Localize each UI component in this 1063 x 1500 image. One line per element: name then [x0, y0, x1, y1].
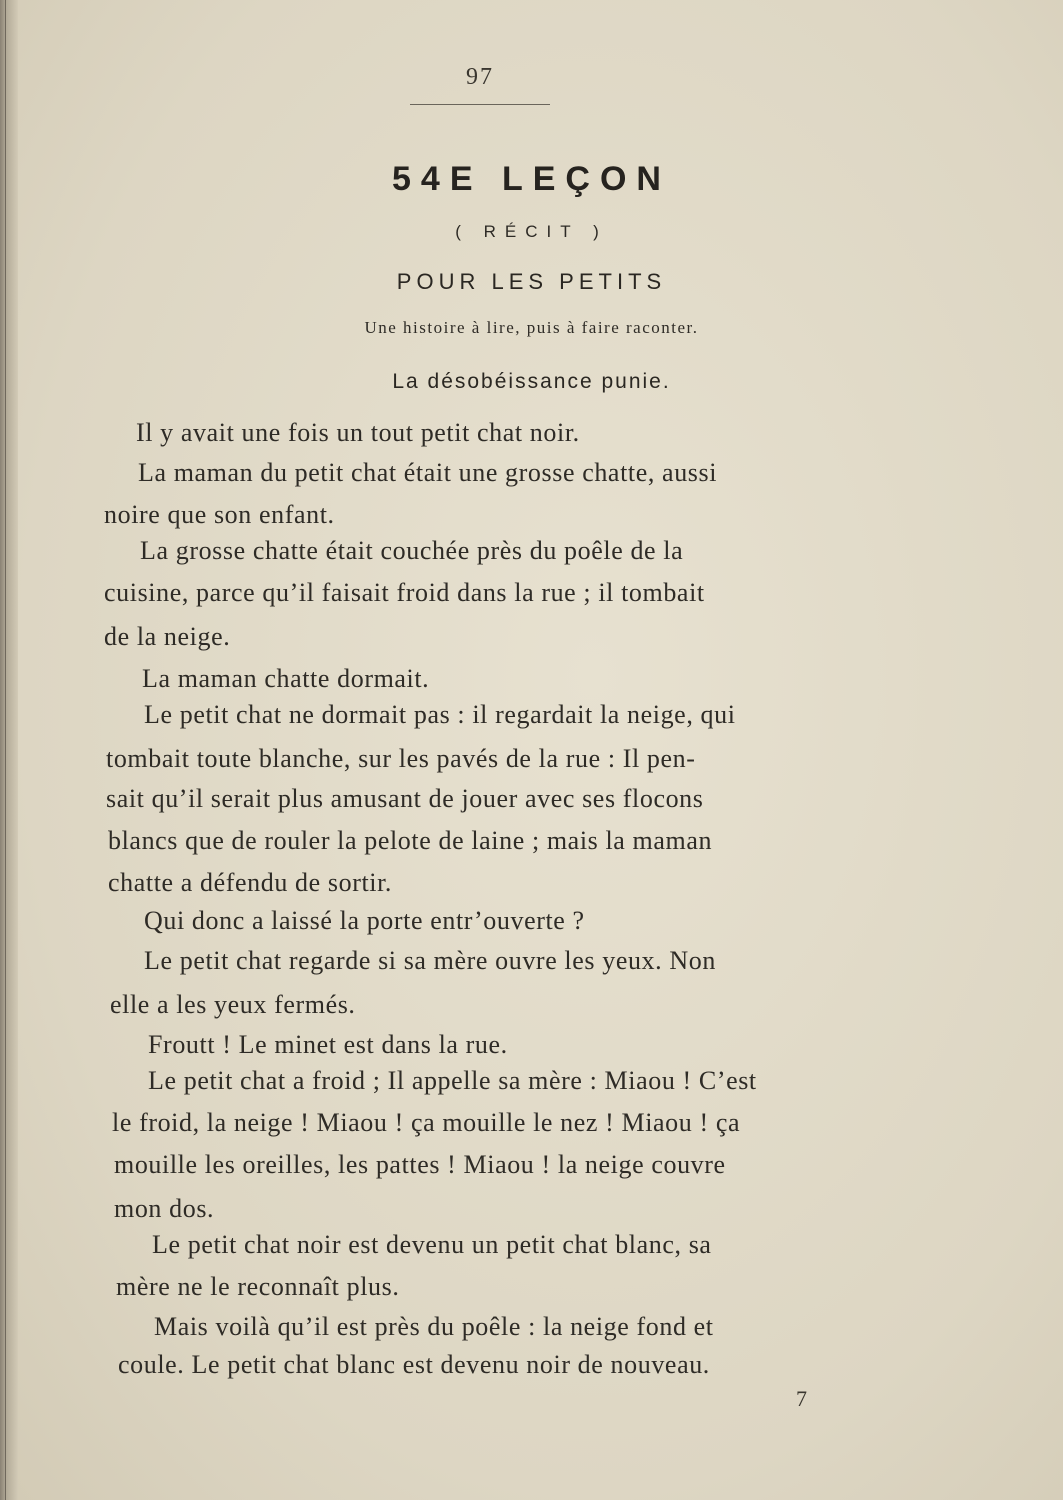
- text-line: coule. Le petit chat blanc est devenu noir de nouveau.: [118, 1350, 710, 1379]
- text-line: Mais voilà qu’il est près du poêle : la neige fond et: [154, 1312, 714, 1341]
- text-line: Qui donc a laissé la porte entr’ouverte ?: [144, 906, 585, 935]
- lesson-type: ( RÉCIT ): [455, 222, 608, 241]
- text-line: Le petit chat regarde si sa mère ouvre les yeux. Non: [144, 946, 716, 975]
- text-line: sait qu’il serait plus amusant de jouer avec ses flocons: [106, 784, 704, 813]
- text-line: le froid, la neige ! Miaou ! ça mouille le nez ! Miaou ! ça: [112, 1108, 741, 1137]
- text-line: Le petit chat ne dormait pas : il regardait la neige, qui: [144, 700, 736, 729]
- page-number-rule: [410, 104, 550, 105]
- story-title: La désobéissance punie.: [392, 370, 671, 393]
- text-line: mon dos.: [114, 1194, 215, 1223]
- page-number: 97: [466, 64, 494, 90]
- text-line: mère ne le reconnaît plus.: [116, 1272, 400, 1301]
- text-line: Il y avait une fois un tout petit chat noir.: [136, 418, 580, 447]
- text-line: blancs que de rouler la pelote de laine ; mais la maman: [108, 826, 713, 855]
- instruction-line: Une histoire à lire, puis à faire raconter.: [364, 318, 699, 337]
- text-line: La grosse chatte était couchée près du poêle de la: [140, 536, 684, 565]
- lesson-title: 54E LEÇON: [392, 160, 671, 198]
- text-line: elle a les yeux fermés.: [110, 990, 356, 1019]
- text-line: La maman chatte dormait.: [142, 664, 430, 693]
- signature-mark: 7: [796, 1386, 807, 1411]
- section-title: POUR LES PETITS: [396, 269, 667, 294]
- text-line: de la neige.: [104, 622, 231, 651]
- text-line: chatte a défendu de sortir.: [108, 868, 393, 897]
- text-line: cuisine, parce qu’il faisait froid dans la rue ; il tombait: [104, 578, 705, 607]
- text-line: Froutt ! Le minet est dans la rue.: [148, 1030, 508, 1059]
- text-line: Le petit chat noir est devenu un petit chat blanc, sa: [152, 1230, 712, 1259]
- text-line: mouille les oreilles, les pattes ! Miaou ! la neige couvre: [114, 1150, 726, 1179]
- text-line: La maman du petit chat était une grosse chatte, aussi: [138, 458, 718, 487]
- text-line: noire que son enfant.: [104, 500, 335, 529]
- text-line: Le petit chat a froid ; Il appelle sa mère : Miaou ! C’est: [148, 1066, 757, 1095]
- text-line: tombait toute blanche, sur les pavés de la rue : Il pen-: [106, 744, 696, 773]
